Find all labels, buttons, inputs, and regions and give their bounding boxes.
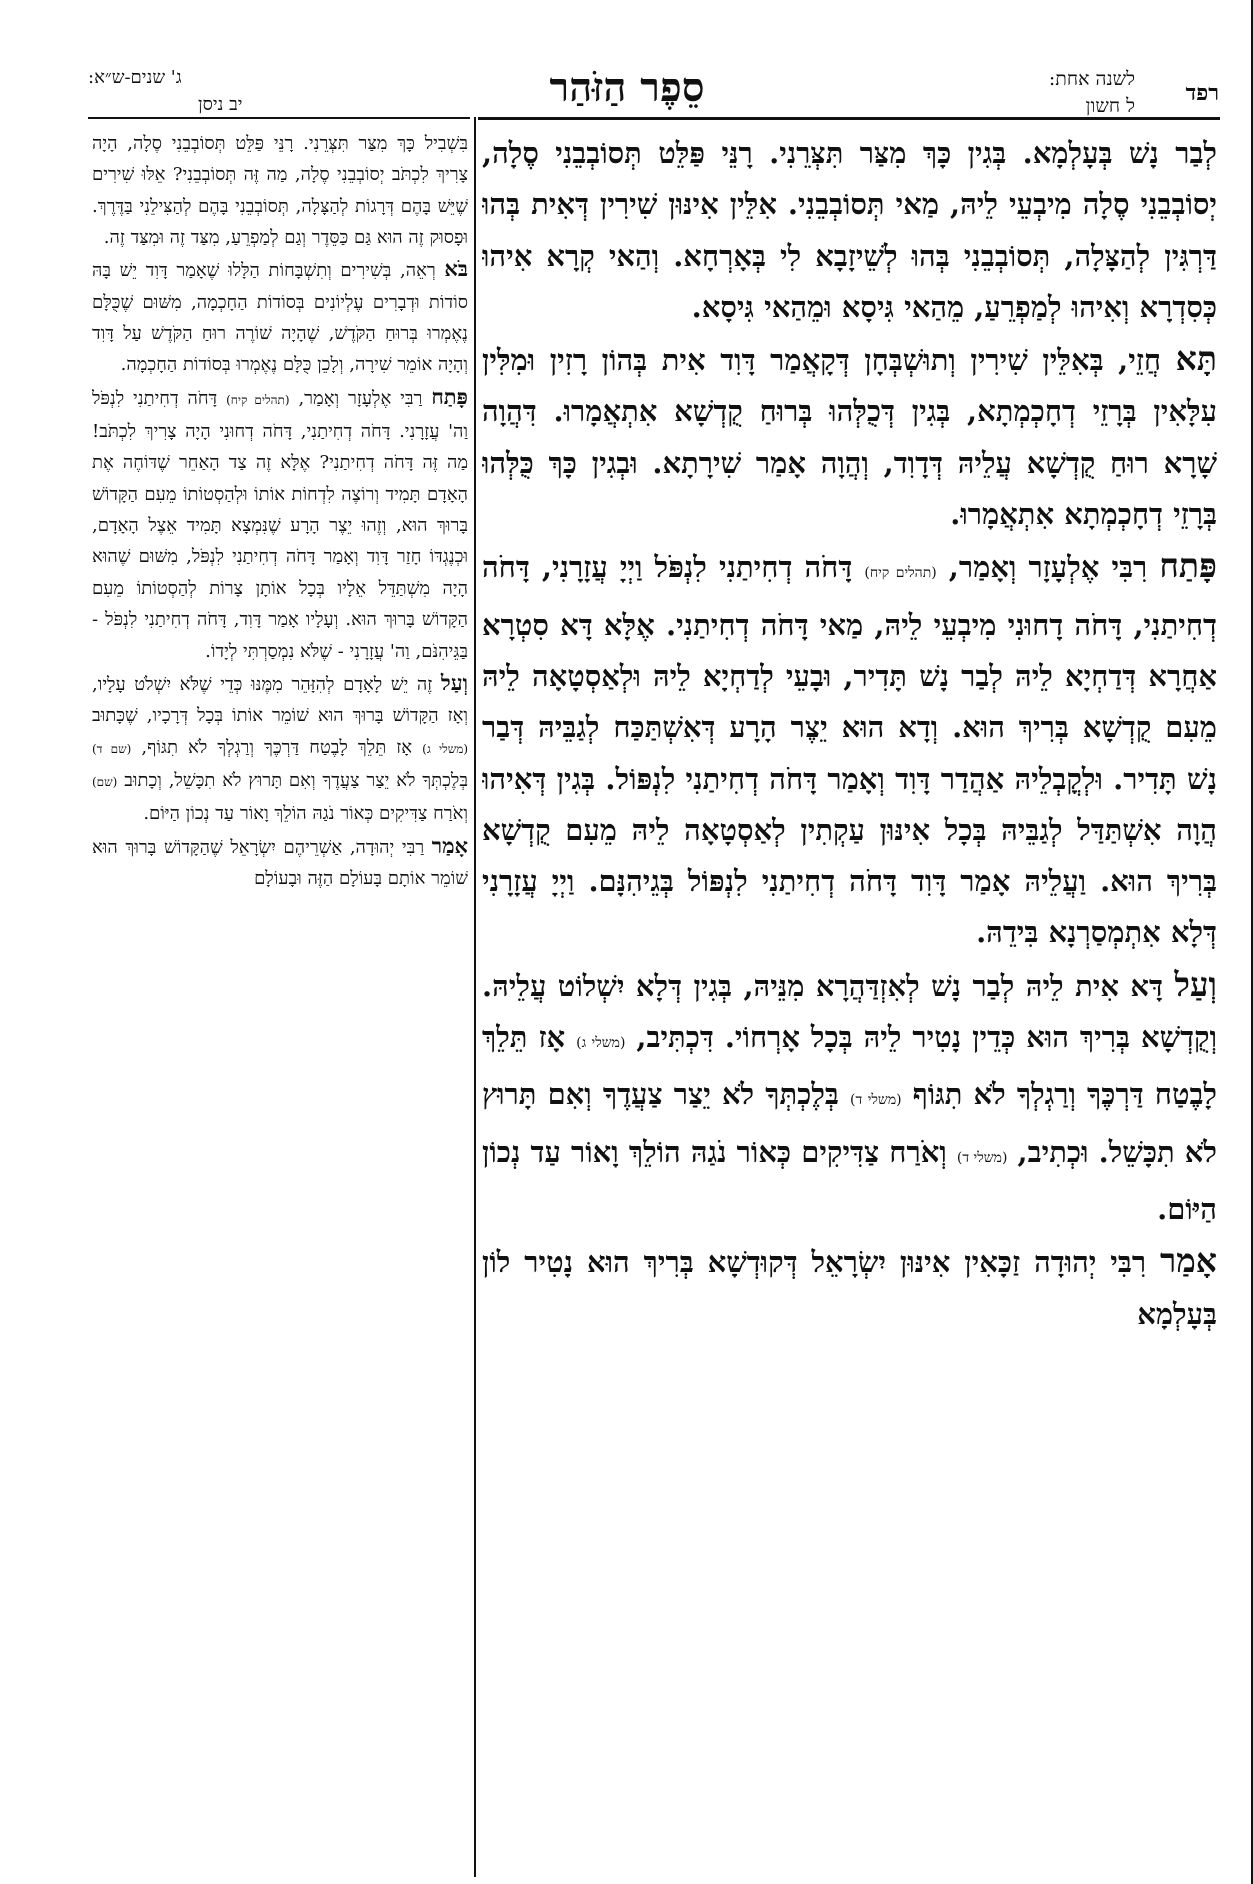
translation-column <box>92 128 468 1873</box>
side-p3-reference: (תהלים קיח) <box>226 392 290 407</box>
side-p4-text-a: זֶה יֵשׁ לָאָדָם לְהִזָּהֵר מִמֶּנּוּ כְּדֵי שֶׁלֹּא יִשְׁלֹט עָלָיו, וְאָז הַקָּדוֹשׁ בָּרוּךְ הוּא שׁוֹמֵר אוֹתוֹ בְּכָל דְּרָכָיו, שֶׁכָּתוּב <box>92 673 468 727</box>
side-p2-text: רְאֵה, בְּשִׁירִים וְתִשְׁבָּחוֹת הַלָּלוּ שֶׁאָמַר דָּוִד יֵשׁ בָּהּ סוֹדוֹת וּדְבָרִים עֶלְיוֹנִים בְּסוֹדוֹת הַחָכְמָה, מִשּׁוּם שֶׁכֻּלָּם נֶאֶמְרוּ בְּרוּחַ הַקֹּדֶשׁ, שֶׁהָיָה שׁוֹרֶה רוּחַ הַקֹּדֶשׁ עַל דָּוִד וְהָיָה אוֹמֵר שִׁירָה, וְלָכֵן כֻּלָּם נֶאֶמְרוּ בְּסוֹדוֹת הַחָכְמָה. <box>92 260 468 376</box>
main-paragraph-1 <box>482 128 1217 333</box>
main-p2-lead: תָּא <box>1175 339 1217 379</box>
side-p2-lead: בֹּא <box>444 256 468 282</box>
main-p3-lead: פָּתַח <box>1159 546 1217 586</box>
main-p2-text: חֲזֵי, בְּאִלֵּין שִׁירִין וְתוּשְׁבְּחָן דְּקָאֲמַר דָּוִד אִית בְּהוֹן רָזִין וּמִלִּין עִלָּאִין בְּרָזֵי דְחָכְמְתָא, בְּגִין דְּכֻלְּהוּ בְּרוּחַ קֻדְשָׁא אִתְאֲמָרוּ. דִּהֲוָה שָׁרָא רוּחַ קֻדְשָׁא עֲלֵיהּ דְּדָוִד, וְהֲוָה אָמַר שִׁירָתָא. וּבְגִין כָּךְ כֻּלְּהוּ בְּרָזֵי דְחָכְמְתָא אִתְאֲמָרוּ. <box>482 343 1217 532</box>
main-p4-reference-1: (משלי ג) <box>576 1035 626 1052</box>
header-left-bottom: יב ניסן <box>198 94 243 115</box>
main-p4-text-b: אָז תֵּלֵךְ לָבֶטַח דַּרְכֶּךָ וְרַגְלְךָ לֹא תִגּוֹף <box>482 1020 1217 1112</box>
side-p5-lead: אָמַר <box>431 832 468 858</box>
main-paragraph-3 <box>482 540 1217 958</box>
main-paragraph-4 <box>482 959 1217 1235</box>
side-p4-text-d: וְאֹרַח צַדִּיקִים כְּאוֹר נֹגַהּ הוֹלֵךְ וָאוֹר עַד נְכוֹן הַיּוֹם. <box>143 803 468 825</box>
side-p3-lead: פָּתַח <box>431 383 468 409</box>
page-title: סֵפֶר הַזֹּהַר <box>549 64 705 111</box>
main-p4-text-d: וְאֹרַח צַדִּיקִים כְּאוֹר נֹגַהּ הוֹלֵךְ וָאוֹר עַד נְכוֹן הַיּוֹם. <box>482 1134 1217 1226</box>
main-p1-text: לְבַר נָשׁ בְּעָלְמָא. בְּגִין כָּךְ מִצַּר תִּצְּרֵנִי. רָנֵּי פַּלֵּט תְּסוֹבְבֵנִי סֶלָה, יְסוֹבְבֵנִי סֶלָה מִיבְעֵי לֵיהּ, מַאי תְּסוֹבְבֵנִי. אִלֵּין אִינּוּן שִׁירִין דְּאִית בְּהוּ דַּרְגִּין לְהַצָּלָה, תְּסוֹבְבֵנִי בְּהוּ לְשֵׁיזָבָא לִי בְּאָרְחָא. וְהַאי קְרָא אִיהוּ כְּסִדְרָא וְאִיהוּ לְמַפְרֵעַ, מֵהַאי גִּיסָא וּמֵהַאי גִּיסָא. <box>482 136 1217 324</box>
side-p4-reference-1: (משלי ג) <box>422 741 468 756</box>
main-p3-reference: (תהלים קיח) <box>864 565 937 582</box>
header-rule-right <box>478 117 1220 120</box>
main-p4-text-a: דָּא אִית לֵיהּ לְבַר נָשׁ לְאִזְדַּהֲרָא מִנֵּיהּ, בְּגִין דְּלָא יִשְׁלוֹט עֲלֵיהּ. וְקֻדְשָׁא בְּרִיךְ הוּא כְּדֵין נָטִיר לֵיהּ בְּכָל אָרְחוֹי. דִּכְתִּיב, <box>482 968 1217 1055</box>
main-p3-text-b: דָּחֹה דְחִיתַנִי לִנְפֹּל וַיְיָ עֲזָרָנִי, דָּחֹה דְחִיתַנִי, דָּחֹה דָחוּנִי מִיבְעֵי לֵיהּ, מַאי דָּחֹה דְחִיתַנִי. אֶלָּא דָּא סִטְרָא אַחֲרָא דְּדַחְיָא לֵיהּ לְבַר נָשׁ תָּדִיר, וּבָעֵי לְדַחְיָא לֵיהּ וּלְאַסְטָאָה לֵיהּ מֵעִם קֻדְשָׁא בְּרִיךְ הוּא. וְדָא הוּא יֵצֶר הָרָע דְּאִשְׁתַּכַּח לְגַבֵּיהּ דְּבַר נָשׁ תָּדִיר. וּלְקֳבְלֵיהּ אַהֲדַר דָּוִד וְאָמַר דָּחֹה דְחִיתַנִי לִנְפּוֹל. בְּגִין דְּאִיהוּ הֲוָה אִשְׁתַּדַּל לְגַבֵּיהּ בְּכָל אִינּוּן עַקְתִין לְאַסְטָאָה לֵיהּ מֵעִם קֻדְשָׁא בְּרִיךְ הוּא. וַעֲלֵיהּ אָמַר דָּוִד דָּחֹה דְחִיתַנִי לִנְפּוֹל בְּגֵיהִנָּם. וַיְיָ עֲזָרָנִי דְּלָא אִתְמְסַרְנָא בִּידֵהּ. <box>482 550 1217 950</box>
side-p4-reference-2: (שם ד) <box>92 741 132 756</box>
side-paragraph-4 <box>92 667 468 830</box>
main-p5-lead: אָמַר <box>1160 1241 1217 1281</box>
main-p4-reference-3: (משלי ד) <box>956 1149 1008 1166</box>
main-p4-reference-2: (משלי ד) <box>850 1092 902 1109</box>
side-p4-reference-3: (שם) <box>92 774 118 789</box>
main-aramaic-column <box>482 128 1217 1873</box>
header-right-bottom: ל חשון <box>1085 95 1135 117</box>
main-paragraph-5 <box>482 1235 1217 1340</box>
side-p1-text: בִּשְׁבִיל כָּךְ מִצַּר תִּצְּרֵנִי. רָנֵּי פַּלֵּט תְּסוֹבְבֵנִי סֶלָה, הָיָה צָרִיךְ לִכְתֹּב יְסוֹבְבֵנִי סֶלָה, מַה זֶּה תְּסוֹבְבֵנִי? אֵלּוּ שִׁירִים שֶׁיֵּשׁ בָּהֶם דְּרָגוֹת לְהַצָּלָה, תְּסוֹבְבֵנִי בָּהֶם לְהַצִּילֵנִי בַּדֶּרֶךְ. וּפָסוּק זֶה הוּא גַּם כַּסֵּדֶר וְגַם לְמַפְרֵעַ, מִצַּד זֶה וּמִצַּד זֶה. <box>92 133 468 249</box>
side-paragraph-1 <box>92 128 468 253</box>
side-paragraph-3 <box>92 381 468 667</box>
header-left-top: ג' שנים-ש״א: <box>88 67 182 88</box>
side-p4-text-c: בְּלֶכְתְּךָ לֹא יֵצַר צַעֲדֶךָ וְאִם תָּרוּץ לֹא תִכָּשֵׁל, וְכָתוּב <box>117 769 468 791</box>
side-p4-lead: וְעַל <box>440 669 468 695</box>
main-paragraph-2 <box>482 333 1217 540</box>
header-rule-left <box>88 117 470 119</box>
side-p3-text-b: דָּחֹה דְחִיתַנִי לִנְפֹּל וַה' עֲזָרָנִי. דָּחֹה דְחִיתַנִי, דָּחֹה דְחוּנִי הָיָה צָרִיךְ לִכְתֹּב! מַה זֶּה דָּחֹה דְחִיתַנִי? אֶלָּא זֶה צַד הָאַחֵר שֶׁדּוֹחֶה אֶת הָאָדָם תָּמִיד וְרוֹצֶה לִדְחוֹת אוֹתוֹ וּלְהַסְטוֹתוֹ מֵעִם הַקָּדוֹשׁ בָּרוּךְ הוּא, וְזֶהוּ יֵצֶר הָרָע שֶׁנִּמְצָא תָּמִיד אֵצֶל הָאָדָם, וּכְנֶגְדּוֹ חָזַר דָּוִד וְאָמַר דָּחֹה דְחִיתַנִי לִנְפֹּל, מִשּׁוּם שֶׁהוּא הָיָה מִשְׁתַּדֵּל אֵלָיו בְּכָל אוֹתָן צָרוֹת לְהַסְטוֹתוֹ מֵעִם הַקָּדוֹשׁ בָּרוּךְ הוּא. וְעָלָיו אָמַר דָּוִד, דָּחֹה דְחִיתַנִי לִנְפֹּל - בַּגֵּיהִנֹּם, וַה' עֲזָרָנִי - שֶׁלֹּא נִמְסַרְתִּי לְיָדוֹ. <box>92 387 468 662</box>
side-p5-text: רַבִּי יְהוּדָה, אַשְׁרֵיהֶם יִשְׂרָאֵל שֶׁהַקָּדוֹשׁ בָּרוּךְ הוּא שׁוֹמֵר אוֹתָם בָּעוֹלָם הַזֶּה וּבָעוֹלָם <box>92 836 468 889</box>
side-paragraph-2 <box>92 253 468 380</box>
main-p3-text-a: רִבִּי אֶלְעָזָר וְאָמַר, <box>936 550 1160 585</box>
header-right-top: לשנה אחת: <box>1048 68 1135 90</box>
main-p4-lead: וְעַל <box>1174 964 1217 1004</box>
side-p3-text-a: רַבִּי אֶלְעָזָר וְאָמַר, <box>289 387 432 409</box>
side-paragraph-5 <box>92 830 468 895</box>
page-number: רפד <box>1185 80 1219 106</box>
column-divider <box>474 117 476 1877</box>
main-p5-text: רִבִּי יְהוּדָה זַכָּאִין אִינּוּן יִשְׂרָאֵל דְּקוּדְשָׁא בְּרִיךְ הוּא נָטִיר לוֹן בְּעָלְמָא <box>482 1245 1217 1331</box>
main-p4-text-c: בְּלֶכְתְּךָ לֹא יֵצַר צַעֲדֶךָ וְאִם תָּרוּץ לֹא תִכָּשֵׁל. וּכְתִיב, <box>482 1077 1217 1169</box>
side-p4-text-b: אָז תֵּלֵךְ לָבֶטַח דַּרְכֶּךָ וְרַגְלְךָ לֹא תִגּוֹף, <box>131 736 423 758</box>
